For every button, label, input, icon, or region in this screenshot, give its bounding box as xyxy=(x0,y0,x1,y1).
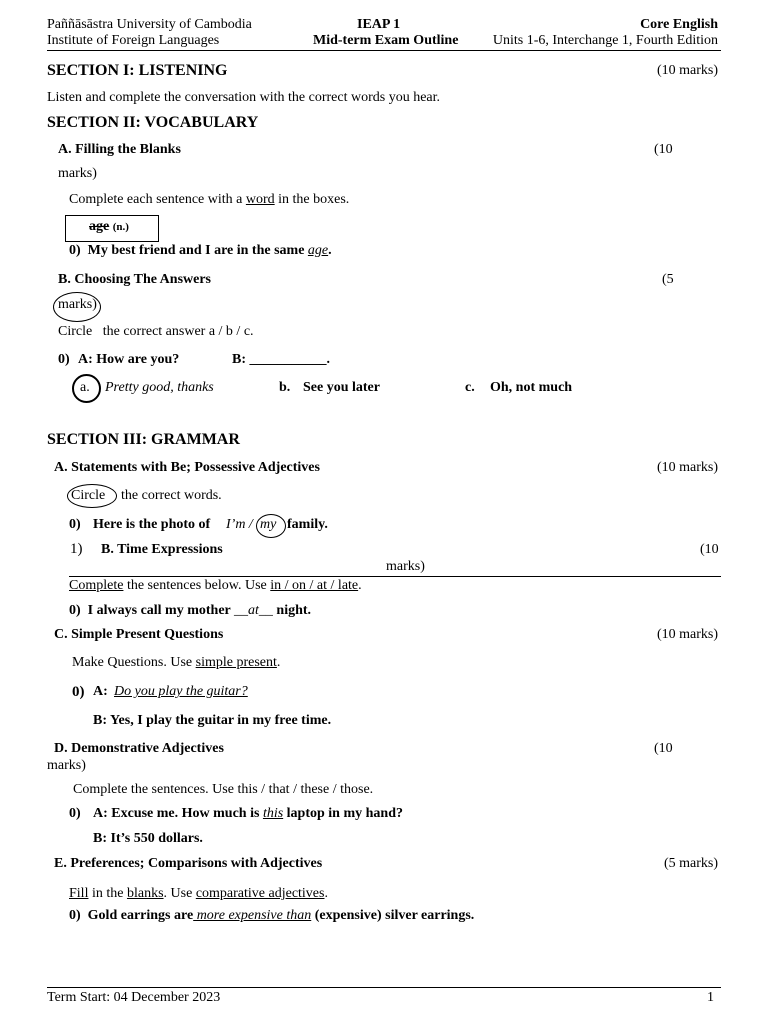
vocab-part-b-marks: (5 xyxy=(662,272,674,287)
grammar-a-instr-circle: Circle xyxy=(71,488,106,503)
vocab-part-a-marks-cont: marks) xyxy=(58,166,97,181)
vocab-part-b-title: B. Choosing The Answers xyxy=(58,272,212,287)
vocab-b-question-num: 0) xyxy=(58,352,70,367)
grammar-part-c-marks: (10 marks) xyxy=(656,627,718,642)
header-rule xyxy=(47,50,721,51)
grammar-part-b-marks: (10 xyxy=(700,542,719,557)
grammar-a-option-2: my xyxy=(260,517,277,532)
vocab-b-question-a: A: How are you? xyxy=(78,352,180,367)
header-subject: Core English xyxy=(640,17,718,32)
grammar-part-e-marks: (5 marks) xyxy=(663,856,718,871)
grammar-c-example-a-text: Do you play the guitar? xyxy=(114,684,248,699)
header-exam-title: Mid-term Exam Outline xyxy=(313,33,459,48)
word-box-content: age (n.) xyxy=(89,219,129,234)
grammar-a-option-1: I’m / xyxy=(226,517,253,532)
vocab-part-a-title: A. Filling the Blanks xyxy=(58,142,181,157)
grammar-part-b-marks-cont: marks) xyxy=(386,559,425,574)
vocab-part-b-marks-cont: marks) xyxy=(58,297,97,312)
grammar-part-d-title: D. Demonstrative Adjectives xyxy=(54,741,224,756)
grammar-part-b-title: B. Time Expressions xyxy=(101,542,223,557)
grammar-b-rule xyxy=(69,576,721,577)
header-course: IEAP 1 xyxy=(357,17,401,32)
grammar-c-instruction: Make Questions. Use simple present. xyxy=(72,655,281,670)
vocab-b-question-b: B: ___________. xyxy=(232,352,330,367)
option-c-text: Oh, not much xyxy=(490,380,573,395)
section-3-title: SECTION III: GRAMMAR xyxy=(47,431,240,448)
vocab-part-a-instruction: Complete each sentence with a word in the boxes. xyxy=(69,192,350,207)
option-b-text: See you later xyxy=(303,380,380,395)
grammar-d-instruction: Complete the sentences. Use this / that / these / those. xyxy=(73,782,374,797)
section-1-title: SECTION I: LISTENING xyxy=(47,62,228,79)
section-1-instruction: Listen and complete the conversation with the correct words you hear. xyxy=(47,90,441,105)
grammar-e-example: 0) Gold earrings are more expensive than (expensive) silver earrings. xyxy=(69,908,475,923)
header-units: Units 1-6, Interchange 1, Fourth Edition xyxy=(492,33,718,48)
vocab-part-a-marks: (10 xyxy=(654,142,673,157)
option-c-letter: c. xyxy=(465,380,475,395)
grammar-a-example-pre: Here is the photo of xyxy=(93,517,211,532)
vocab-a-example: 0) My best friend and I are in the same age. xyxy=(69,243,332,258)
grammar-part-e-title: E. Preferences; Comparisons with Adjectives xyxy=(54,856,323,871)
grammar-d-example-a: A: Excuse me. How much is this laptop in my hand? xyxy=(93,806,403,821)
grammar-b-instruction: Complete the sentences below. Use in / on / at / late. xyxy=(69,578,362,593)
grammar-d-example-b: B: It’s 550 dollars. xyxy=(93,831,203,846)
footer-term-start: Term Start: 04 December 2023 xyxy=(47,990,221,1005)
grammar-b-number: 1) xyxy=(70,541,83,557)
option-b-letter: b. xyxy=(279,380,291,395)
grammar-e-instruction: Fill in the blanks. Use comparative adjectives. xyxy=(69,886,328,901)
grammar-part-a-title: A. Statements with Be; Possessive Adjectives xyxy=(54,460,320,475)
section-1-marks: (10 marks) xyxy=(656,63,718,78)
footer-rule xyxy=(47,987,721,988)
grammar-c-example-num: 0) xyxy=(72,684,85,700)
grammar-c-example-a-label: A: xyxy=(93,684,108,699)
grammar-b-example: 0) I always call my mother __at__ night. xyxy=(69,603,312,618)
page-number: 1 xyxy=(707,990,714,1005)
grammar-a-example-num: 0) xyxy=(69,517,81,532)
grammar-a-example-post: family. xyxy=(287,517,328,532)
grammar-part-a-marks: (10 marks) xyxy=(656,460,718,475)
header-institute: Institute of Foreign Languages xyxy=(47,33,220,48)
grammar-part-d-marks-cont: marks) xyxy=(47,758,86,773)
section-2-title: SECTION II: VOCABULARY xyxy=(47,114,259,131)
grammar-a-instruction: the correct words. xyxy=(121,488,222,503)
vocab-part-b-instruction: Circle the correct answer a / b / c. xyxy=(58,324,254,339)
grammar-c-example-b: B: Yes, I play the guitar in my free time. xyxy=(93,713,332,728)
grammar-part-d-marks: (10 xyxy=(654,741,673,756)
grammar-d-example-num: 0) xyxy=(69,806,81,821)
option-a-text: Pretty good, thanks xyxy=(105,380,214,395)
option-a-letter: a. xyxy=(80,380,90,395)
grammar-part-c-title: C. Simple Present Questions xyxy=(54,627,224,642)
header-university: Paññāsāstra University of Cambodia xyxy=(47,17,252,32)
